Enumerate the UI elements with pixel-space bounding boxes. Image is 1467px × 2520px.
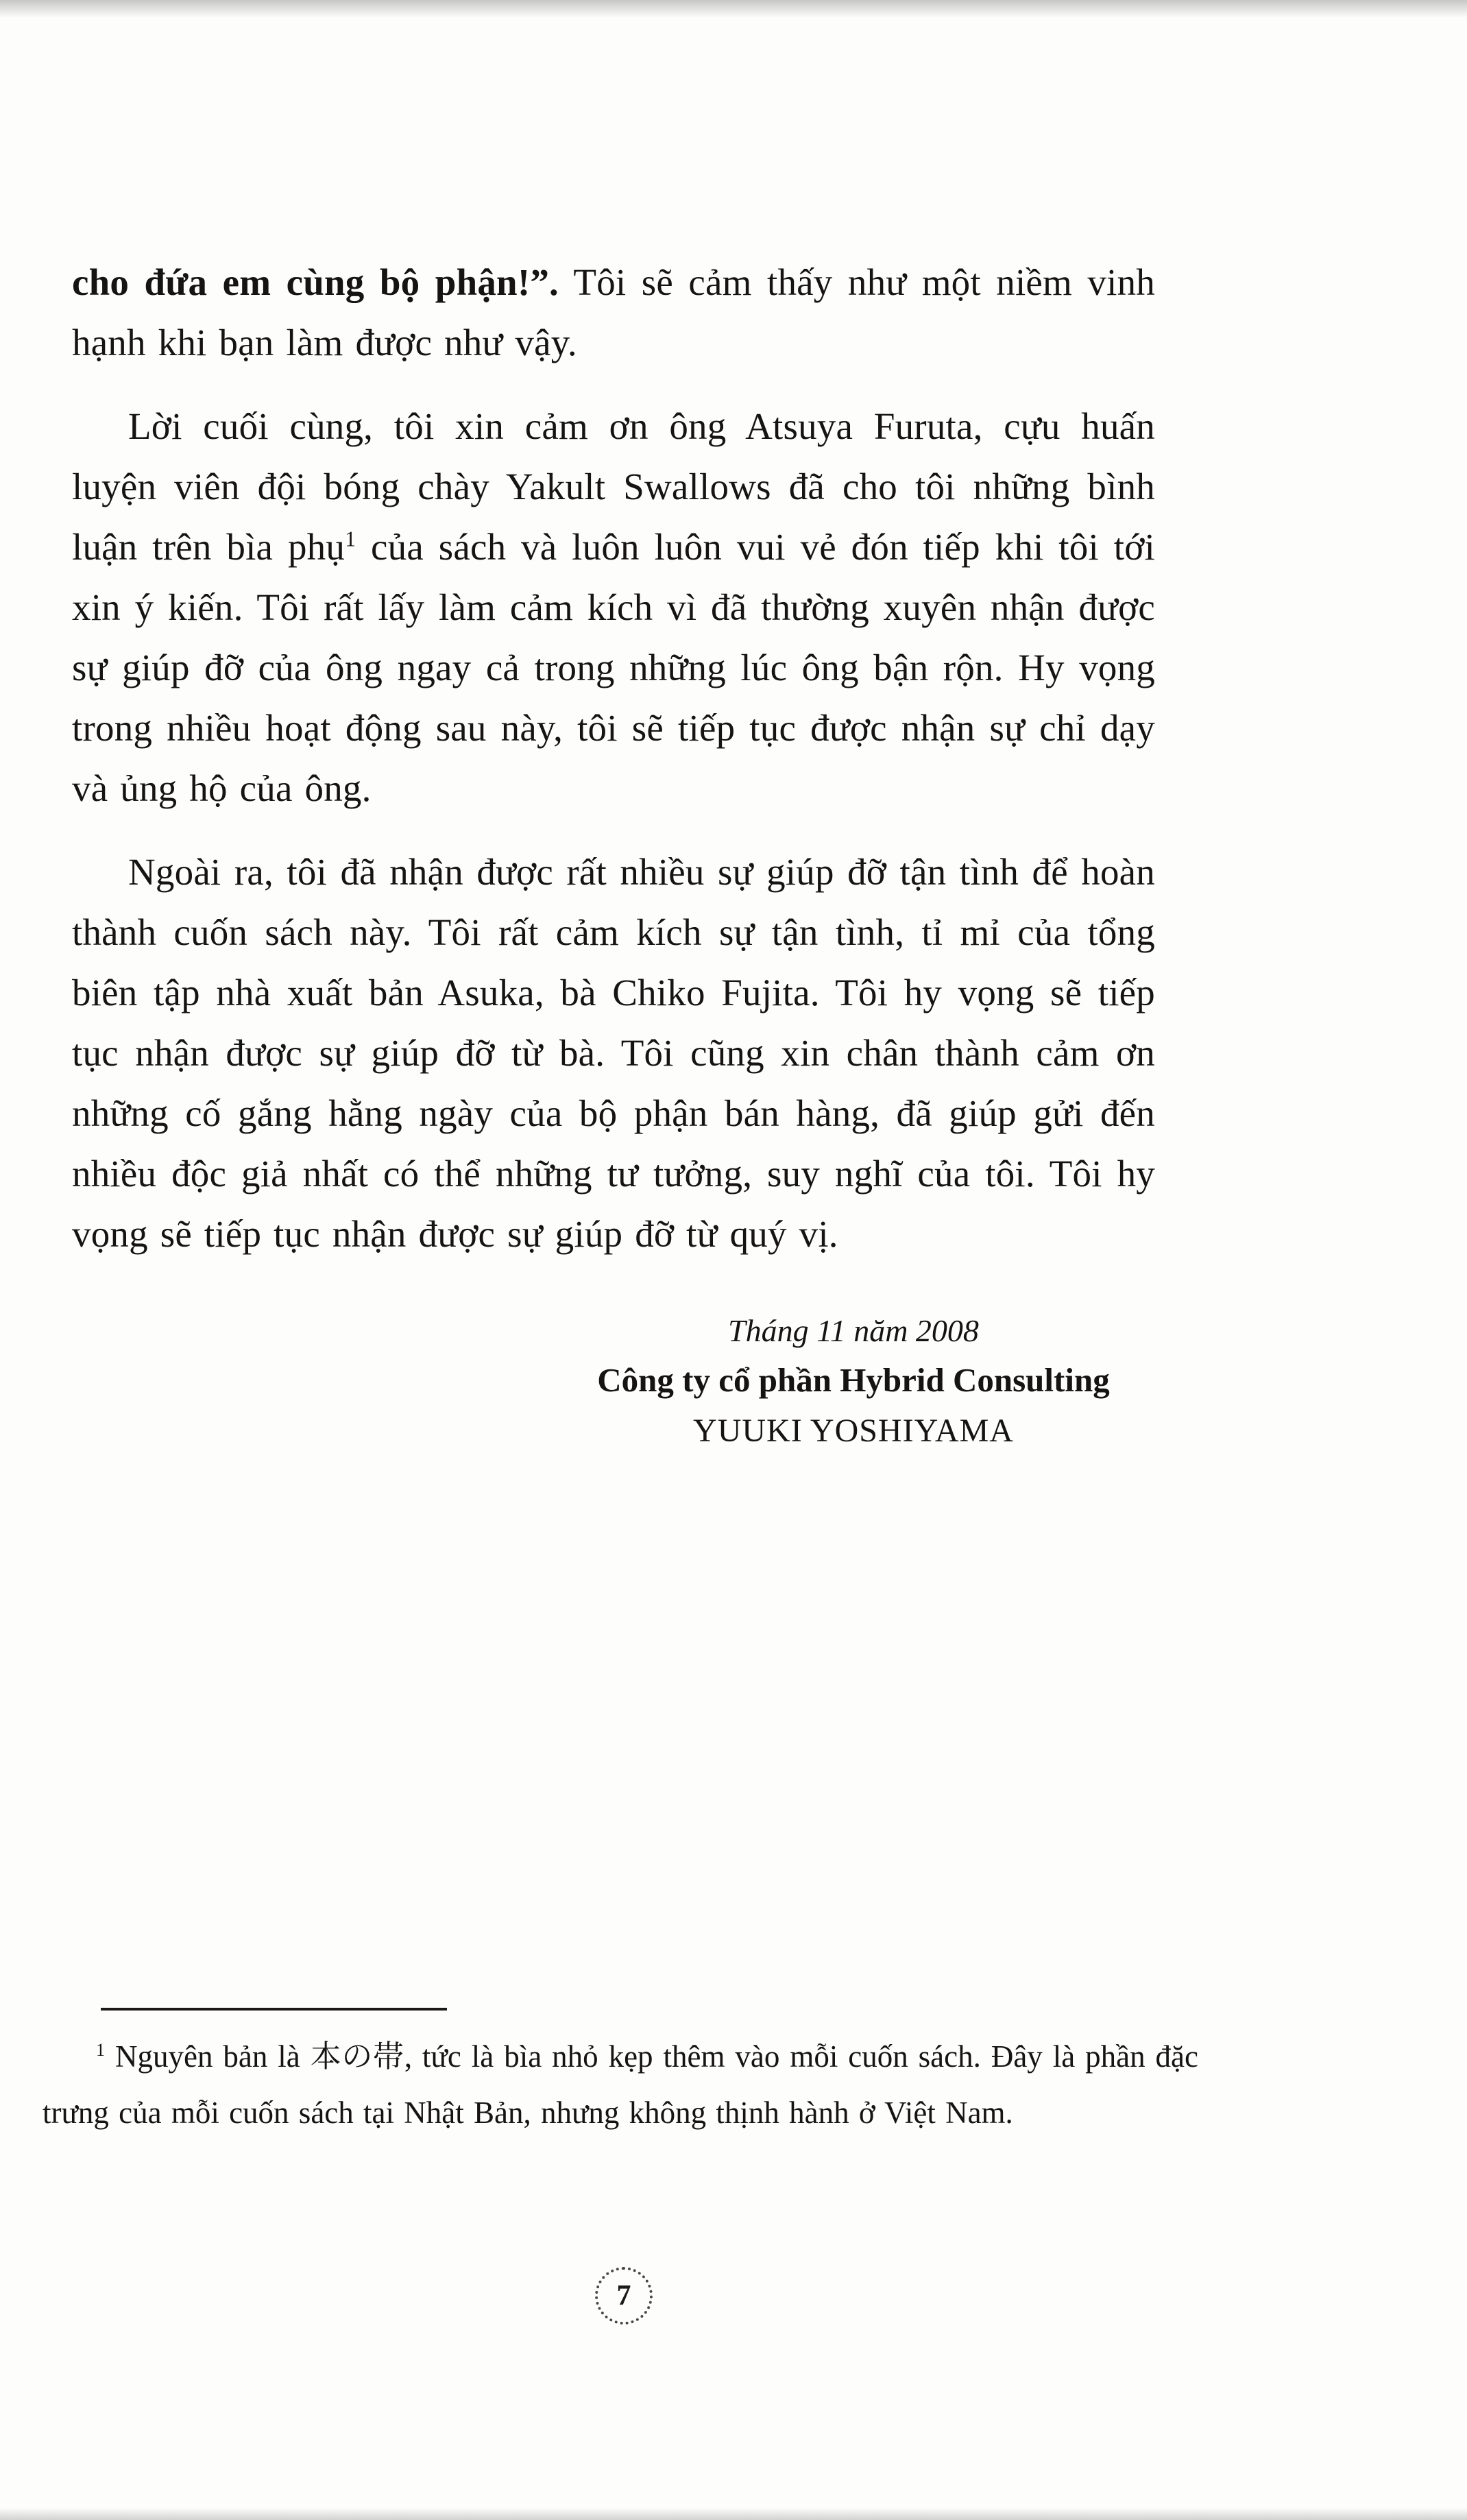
footnote-1-marker: 1 <box>96 2040 106 2060</box>
paragraph-2 <box>72 396 1155 819</box>
signature-company: Công ty cổ phần Hybrid Consulting <box>597 1361 1110 1399</box>
signature-date: Tháng 11 năm 2008 <box>728 1313 979 1348</box>
footnote-1-text-before-cjk: Nguyên bản là <box>105 2039 311 2074</box>
paragraph-1-bold-quote: cho đứa em cùng bộ phận!”. <box>72 261 559 303</box>
footnote-reference-1: 1 <box>345 527 356 551</box>
footnote-divider <box>101 2008 447 2011</box>
text-column <box>72 252 1155 1456</box>
paragraph-3-text: Ngoài ra, tôi đã nhận được rất nhiều sự giúp đỡ tận tình để hoàn thành cuốn sách này. Tôi rất cảm kích sự tận tình, tỉ mỉ của tổng biên tập nhà xuất bản Asuka, bà Chiko Fujita. Tôi hy vọng sẽ tiếp tục nhận được sự giúp đỡ từ bà. Tôi cũng xin chân thành cảm ơn những cố gắng hằng ngày của bộ phận bán hàng, đã giúp gửi đến nhiều độc giả nhất có thể những tư tưởng, suy nghĩ của tôi. Tôi hy vọng sẽ tiếp tục nhận được sự giúp đỡ từ quý vị. <box>72 851 1155 1255</box>
footnote-1 <box>43 2028 1198 2141</box>
page-number-badge <box>595 2267 653 2325</box>
paragraph-3 <box>72 842 1155 1264</box>
paragraph-1 <box>72 252 1155 373</box>
page-number-value: 7 <box>616 2280 631 2312</box>
paragraph-1-text: Tôi sẽ cảm thấy như một niềm vinh hạnh khi bạn làm được như vậy. <box>72 261 1156 363</box>
footnote-1-text-after-cjk: , tức là bìa nhỏ kẹp thêm vào mỗi cuốn sách. Đây là phần đặc trưng của mỗi cuốn sách tại Nhật Bản, nhưng không thịnh hành ở Việt Nam. <box>43 2039 1199 2130</box>
paragraph-2-text-before-note: Lời cuối cùng, tôi xin cảm ơn ông Atsuya Furuta, cựu huấn luyện viên đội bóng chày Yakult Swallows đã cho tôi những bình luận trên bìa phụ <box>72 405 1155 568</box>
signature-block <box>312 1307 1395 1456</box>
signature-author-name: YUUKI YOSHIYAMA <box>693 1413 1014 1449</box>
footnote-1-cjk-term: 本の帯 <box>310 2038 404 2074</box>
paragraph-2-text-after-note: của sách và luôn luôn vui vẻ đón tiếp khi tôi tới xin ý kiến. Tôi rất lấy làm cảm kích vì đã thường xuyên nhận được sự giúp đỡ của ông ngay cả trong những lúc ông bận rộn. Hy vọng trong nhiều hoạt động sau này, tôi sẽ tiếp tục được nhận sự chỉ dạy và ủng hộ của ông. <box>72 526 1155 809</box>
footnote-area <box>43 2008 1198 2141</box>
